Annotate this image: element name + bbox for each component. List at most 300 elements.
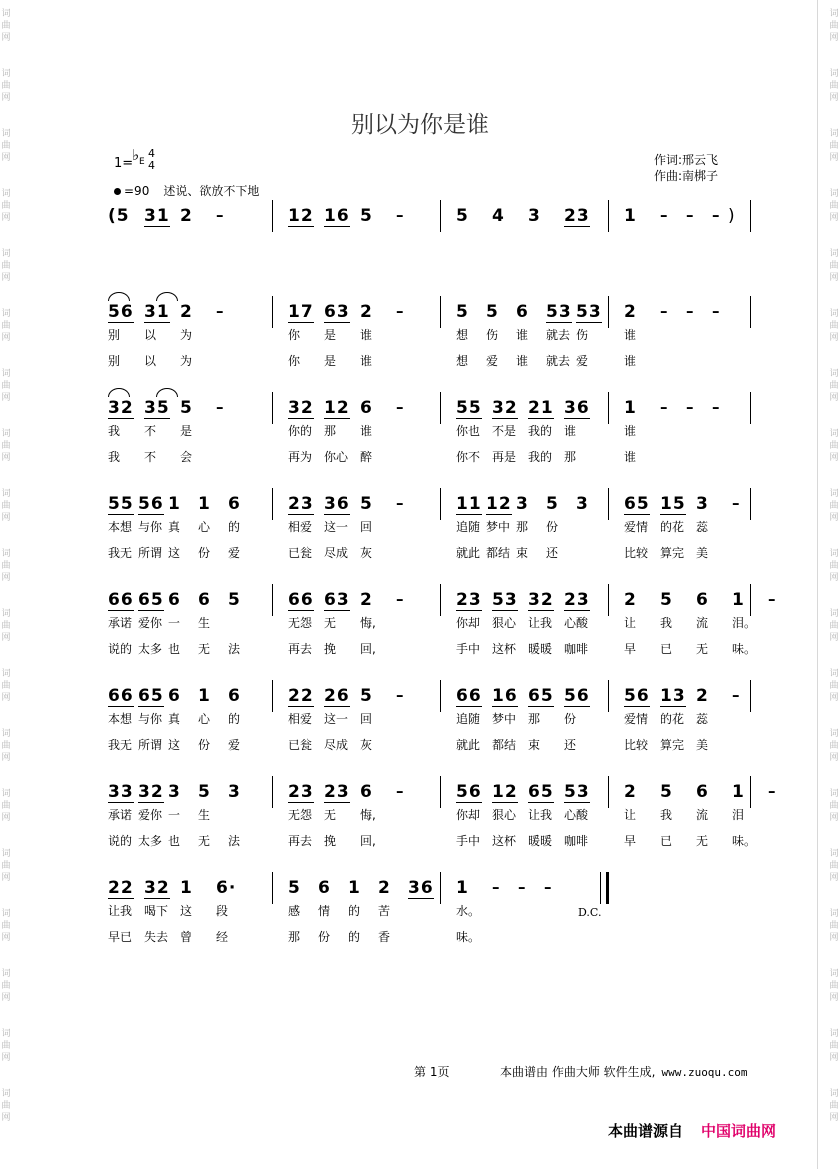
jianpu-note: 55 (456, 398, 482, 418)
watermark-glyph: 曲 (1, 681, 11, 691)
lyric-syllable: 你 (288, 354, 301, 368)
lyric-syllable: 这 (168, 546, 181, 560)
barline (272, 584, 273, 616)
jianpu-note: 36 (564, 398, 590, 418)
jianpu-note: 2 (360, 590, 373, 610)
lyric-syllable: 再是 (492, 450, 517, 464)
lyric-syllable: 不 (144, 424, 157, 438)
watermark-glyph: 词 (829, 729, 839, 739)
watermark-glyph: 网 (829, 333, 839, 343)
lyric-syllable: 相爱 (288, 520, 313, 534)
duration-dash: – (396, 206, 404, 224)
lyric-syllable: 份 (546, 520, 559, 534)
lyric-syllable: 水。 (456, 904, 481, 918)
lyric-syllable: 早已 (108, 930, 133, 944)
lyric-syllable: 的 (348, 930, 361, 944)
watermark-glyph: 词 (1, 9, 11, 19)
lyric-syllable: 束 (516, 546, 529, 560)
duration-dash: – (660, 206, 668, 224)
lyric-syllable: 那 (324, 424, 337, 438)
key-letter: E (139, 157, 145, 167)
watermark-glyph: 词 (1, 369, 11, 379)
lyric-syllable: 咖啡 (564, 642, 589, 656)
jianpu-note: 5 (198, 782, 211, 802)
barline (750, 392, 751, 424)
lyric-syllable: 让我 (528, 808, 553, 822)
lyric-syllable: 无怨 (288, 616, 313, 630)
lyric-syllable: 段 (216, 904, 229, 918)
watermark-glyph: 词 (1, 909, 11, 919)
lyric-syllable: 回 (360, 520, 373, 534)
lyric-syllable: 无 (324, 616, 337, 630)
watermark-glyph: 词 (829, 129, 839, 139)
jianpu-note: 32 (138, 782, 164, 802)
lyric-syllable: 已瓮 (288, 738, 313, 752)
duration-dash: – (396, 782, 404, 800)
generator-text: 本曲谱由 作曲大师 软件生成, (500, 1065, 656, 1079)
barline (750, 680, 751, 712)
watermark-glyph: 曲 (1, 741, 11, 751)
lyric-syllable: 就去 (546, 328, 571, 342)
lyric-syllable: 梦中 (486, 520, 511, 534)
watermark-glyph: 词 (829, 189, 839, 199)
watermark-glyph: 曲 (829, 21, 839, 31)
jianpu-note: 26 (324, 686, 350, 706)
jianpu-note: 66 (288, 590, 314, 610)
lyric-syllable: 就去 (546, 354, 571, 368)
lyric-syllable: 你不 (456, 450, 481, 464)
lyric-syllable: 尽成 (324, 546, 349, 560)
jianpu-note: 3 (516, 494, 529, 514)
jianpu-note: 23 (456, 590, 482, 610)
watermark-glyph: 曲 (829, 621, 839, 631)
watermark-glyph: 词 (1, 789, 11, 799)
lyric-syllable: 别 (108, 354, 121, 368)
duration-dash: – (396, 686, 404, 704)
score-system (0, 398, 840, 478)
lyric-syllable: 爱你 (138, 616, 163, 630)
slur-tie (156, 388, 178, 397)
watermark-glyph: 词 (829, 909, 839, 919)
lyric-syllable: 那 (528, 712, 541, 726)
lyric-syllable: 这杯 (492, 642, 517, 656)
lyric-syllable: 情 (318, 904, 331, 918)
jianpu-note: 53 (576, 302, 602, 322)
lyric-syllable: 一 (168, 616, 181, 630)
watermark-glyph: 网 (829, 633, 839, 643)
barline (440, 776, 441, 808)
watermark-glyph: 曲 (1, 141, 11, 151)
jianpu-note: 6 (360, 782, 373, 802)
watermark-glyph: 曲 (1, 81, 11, 91)
lyric-syllable: 别 (108, 328, 121, 342)
jianpu-note: 6 (696, 782, 709, 802)
watermark-glyph: 曲 (829, 141, 839, 151)
jianpu-note: 2 (180, 206, 193, 226)
watermark-glyph: 网 (1, 1113, 11, 1123)
composer: 作曲:南梆子 (654, 169, 719, 183)
lyric-syllable: 爱 (486, 354, 499, 368)
watermark-glyph: 词 (1, 309, 11, 319)
watermark-glyph: 网 (829, 153, 839, 163)
lyric-syllable: 与你 (138, 520, 163, 534)
watermark-glyph: 词 (829, 609, 839, 619)
barline (750, 584, 751, 616)
watermark-glyph: 网 (1, 273, 11, 283)
barline (272, 200, 273, 232)
lyric-syllable: 蕊 (696, 520, 709, 534)
lyric-syllable: 悔, (360, 808, 376, 822)
watermark-glyph: 网 (1, 453, 11, 463)
jianpu-note: 66 (108, 590, 134, 610)
barline (440, 296, 441, 328)
watermark-glyph: 词 (829, 849, 839, 859)
jianpu-note: 22 (288, 686, 314, 706)
jianpu-note: 5 (180, 398, 193, 418)
watermark-glyph: 曲 (829, 261, 839, 271)
lyric-syllable: 味。 (456, 930, 481, 944)
lyric-syllable: 那 (516, 520, 529, 534)
lyric-syllable: 你却 (456, 808, 481, 822)
watermark-glyph: 词 (829, 549, 839, 559)
lyric-syllable: 太多 (138, 642, 163, 656)
watermark-glyph: 词 (829, 369, 839, 379)
lyric-syllable: 追随 (456, 520, 481, 534)
lyric-syllable: 这 (168, 738, 181, 752)
lyric-syllable: 已瓮 (288, 546, 313, 560)
jianpu-note: 5 (456, 206, 469, 226)
lyric-syllable: 已 (660, 834, 673, 848)
jianpu-note: 31 (144, 302, 170, 322)
jianpu-note: 36 (408, 878, 434, 898)
barline (750, 488, 751, 520)
duration-dash: – (216, 398, 224, 416)
score-system (0, 686, 840, 766)
jianpu-note: 1 (732, 590, 745, 610)
watermark-glyph: 网 (829, 1113, 839, 1123)
duration-dash: – (660, 302, 668, 320)
barline (608, 200, 609, 232)
jianpu-note: 23 (324, 782, 350, 802)
watermark-glyph: 网 (829, 753, 839, 763)
jianpu-note: 1 (456, 878, 469, 898)
jianpu-note: 5 (288, 878, 301, 898)
watermark-glyph: 词 (1, 1089, 11, 1099)
barline (272, 488, 273, 520)
tempo-marking (114, 182, 259, 199)
jianpu-note: 32 (492, 398, 518, 418)
watermark-glyph: 词 (829, 9, 839, 19)
duration-dash: – (492, 878, 500, 896)
lyric-syllable: 都结 (492, 738, 517, 752)
jianpu-note: 5 (360, 686, 373, 706)
lyric-syllable: 我的 (528, 424, 553, 438)
jianpu-note: 65 (138, 590, 164, 610)
watermark-glyph: 网 (829, 213, 839, 223)
barline (608, 776, 609, 808)
duration-dash: – (396, 494, 404, 512)
lyric-syllable: 谁 (516, 354, 529, 368)
duration-dash: – (686, 398, 694, 416)
watermark-glyph: 词 (1, 549, 11, 559)
jianpu-note: 32 (108, 398, 134, 418)
jianpu-note: 6 (318, 878, 331, 898)
time-top: 4 (148, 147, 155, 160)
lyric-syllable: 也 (168, 834, 181, 848)
jianpu-note: 6 (168, 590, 181, 610)
watermark-glyph: 网 (1, 513, 11, 523)
watermark-glyph: 曲 (1, 201, 11, 211)
jianpu-note: 1 (198, 686, 211, 706)
time-signature (148, 148, 155, 172)
barline (440, 488, 441, 520)
lyric-syllable: 心 (198, 712, 211, 726)
jianpu-note: 53 (546, 302, 572, 322)
lyric-syllable: 说的 (108, 642, 133, 656)
jianpu-note: 1 (624, 398, 637, 418)
jianpu-note: 5 (360, 494, 373, 514)
lyric-syllable: 苦 (378, 904, 391, 918)
jianpu-note: 2 (624, 782, 637, 802)
jianpu-note: 32 (528, 590, 554, 610)
lyric-syllable: 我 (660, 808, 673, 822)
jianpu-note: 2 (378, 878, 391, 898)
barline (440, 392, 441, 424)
watermark-glyph: 词 (829, 429, 839, 439)
watermark-glyph: 网 (1, 393, 11, 403)
lyric-syllable: 份 (198, 738, 211, 752)
watermark-glyph: 曲 (829, 81, 839, 91)
lyric-syllable: 我 (108, 450, 121, 464)
duration-dash: – (712, 302, 720, 320)
watermark-glyph: 网 (1, 93, 11, 103)
jianpu-note: 56 (624, 686, 650, 706)
watermark-glyph: 词 (1, 129, 11, 139)
watermark-glyph: 曲 (1, 321, 11, 331)
lyric-syllable: 不 (144, 450, 157, 464)
jianpu-note: 6 (696, 590, 709, 610)
jianpu-note: 5 (228, 590, 241, 610)
watermark-glyph: 网 (1, 333, 11, 343)
duration-dash: – (518, 878, 526, 896)
lyric-syllable: 就此 (456, 546, 481, 560)
watermark-glyph: 曲 (1, 561, 11, 571)
lyric-syllable: 挽 (324, 834, 337, 848)
time-bottom: 4 (148, 159, 155, 172)
jianpu-note: 5 (486, 302, 499, 322)
jianpu-note: 56 (138, 494, 164, 514)
jianpu-note: 6· (216, 878, 237, 898)
lyric-syllable: 心 (198, 520, 211, 534)
lyric-syllable: 谁 (360, 424, 373, 438)
lyric-syllable: 灰 (360, 738, 373, 752)
jianpu-note: 1 (348, 878, 361, 898)
lyric-syllable: 我无 (108, 546, 133, 560)
slur-tie (108, 292, 130, 301)
watermark-glyph: 曲 (1, 21, 11, 31)
duration-dash: – (732, 494, 740, 512)
lyric-syllable: 狠心 (492, 808, 517, 822)
lyric-syllable: 泪 (732, 808, 745, 822)
watermark-glyph: 网 (829, 813, 839, 823)
lyric-syllable: 经 (216, 930, 229, 944)
lyric-syllable: 味。 (732, 834, 757, 848)
jianpu-note: 17 (288, 302, 314, 322)
lyric-syllable: 狠心 (492, 616, 517, 630)
jianpu-note: 12 (492, 782, 518, 802)
lyric-syllable: 美 (696, 546, 709, 560)
jianpu-note: 23 (288, 494, 314, 514)
lyric-syllable: 蕊 (696, 712, 709, 726)
jianpu-note: 66 (456, 686, 482, 706)
lyric-syllable: 比较 (624, 738, 649, 752)
closing-paren: ) (728, 206, 736, 226)
barline (440, 872, 441, 904)
lyric-syllable: 说的 (108, 834, 133, 848)
jianpu-note: 13 (660, 686, 686, 706)
watermark-glyph: 词 (829, 1089, 839, 1099)
watermark-glyph: 网 (829, 693, 839, 703)
lyric-syllable: 再为 (288, 450, 313, 464)
lyric-syllable: 承诺 (108, 616, 133, 630)
lyric-syllable: 谁 (516, 328, 529, 342)
lyric-syllable: 咖啡 (564, 834, 589, 848)
lyric-syllable: 让 (624, 616, 637, 630)
lyric-syllable: 想 (456, 328, 469, 342)
lyric-syllable: 追随 (456, 712, 481, 726)
watermark-glyph: 曲 (829, 501, 839, 511)
lyric-syllable: 曾 (180, 930, 193, 944)
watermark-glyph: 曲 (829, 801, 839, 811)
watermark-glyph: 词 (829, 669, 839, 679)
lyric-syllable: 我 (660, 616, 673, 630)
watermark-glyph: 网 (829, 93, 839, 103)
lyric-syllable: 暖暖 (528, 642, 553, 656)
jianpu-note: 1 (168, 494, 181, 514)
jianpu-note: 56 (108, 302, 134, 322)
jianpu-note: 65 (138, 686, 164, 706)
lyric-syllable: 的 (228, 712, 241, 726)
lyric-syllable: 的花 (660, 520, 685, 534)
lyric-syllable: 相爱 (288, 712, 313, 726)
jianpu-note: 31 (144, 206, 170, 226)
duration-dash: – (768, 590, 776, 608)
jianpu-note: 12 (288, 206, 314, 226)
duration-dash: – (686, 302, 694, 320)
barline (272, 872, 273, 904)
lyric-syllable: 回, (360, 642, 376, 656)
lyric-syllable: 法 (228, 642, 241, 656)
slur-tie (108, 388, 130, 397)
lyric-syllable: 所谓 (138, 546, 163, 560)
jianpu-note: 6 (516, 302, 529, 322)
lyric-syllable: 为 (180, 354, 193, 368)
watermark-glyph: 曲 (1, 801, 11, 811)
lyric-syllable: 都结 (486, 546, 511, 560)
watermark-glyph: 词 (829, 309, 839, 319)
lyric-syllable: 喝下 (144, 904, 169, 918)
jianpu-note: 36 (324, 494, 350, 514)
score-system (0, 302, 840, 382)
lyric-syllable: 所谓 (138, 738, 163, 752)
tempo-value: =90 (124, 184, 150, 198)
barline (608, 584, 609, 616)
barline (750, 296, 751, 328)
jianpu-note: 4 (492, 206, 505, 226)
duration-dash: – (396, 590, 404, 608)
watermark-glyph: 网 (829, 393, 839, 403)
watermark-glyph: 网 (829, 993, 839, 1003)
lyric-syllable: 梦中 (492, 712, 517, 726)
lyric-syllable: 暖暖 (528, 834, 553, 848)
lyric-syllable: 我 (108, 424, 121, 438)
lyric-syllable: 本想 (108, 520, 133, 534)
jianpu-note: 1 (624, 206, 637, 226)
duration-dash: – (712, 398, 720, 416)
jianpu-note: 56 (456, 782, 482, 802)
watermark-glyph: 网 (1, 993, 11, 1003)
watermark-glyph: 曲 (829, 921, 839, 931)
jianpu-note: 5 (660, 590, 673, 610)
duration-dash: – (732, 686, 740, 704)
lyric-syllable: 灰 (360, 546, 373, 560)
lyric-syllable: 那 (288, 930, 301, 944)
barline (440, 584, 441, 616)
lyric-syllable: 爱你 (138, 808, 163, 822)
lyric-syllable: 谁 (360, 328, 373, 342)
duration-dash: – (544, 878, 552, 896)
source-brand: 中国词曲网 (701, 1122, 777, 1140)
lyric-syllable: 束 (528, 738, 541, 752)
jianpu-note: 56 (564, 686, 590, 706)
lyric-syllable: 心酸 (564, 616, 589, 630)
watermark-glyph: 曲 (1, 261, 11, 271)
watermark-glyph: 网 (829, 513, 839, 523)
lyric-syllable: 伤 (576, 328, 589, 342)
lyric-syllable: 还 (564, 738, 577, 752)
watermark-glyph: 曲 (829, 561, 839, 571)
lyric-syllable: 你 (288, 328, 301, 342)
jianpu-note: 1 (198, 494, 211, 514)
lyric-syllable: 承诺 (108, 808, 133, 822)
duration-dash: – (396, 302, 404, 320)
lyric-syllable: 已 (660, 642, 673, 656)
barline (750, 200, 751, 232)
watermark-glyph: 网 (1, 633, 11, 643)
lyric-syllable: 让我 (528, 616, 553, 630)
lyric-syllable: 手中 (456, 834, 481, 848)
lyric-syllable: 本想 (108, 712, 133, 726)
barline (608, 488, 609, 520)
lyric-syllable: 是 (180, 424, 193, 438)
watermark-glyph: 词 (829, 249, 839, 259)
barline (272, 392, 273, 424)
jianpu-note: 63 (324, 590, 350, 610)
watermark-glyph: 词 (1, 189, 11, 199)
watermark-glyph: 网 (1, 933, 11, 943)
lyric-syllable: 的 (228, 520, 241, 534)
song-title: 别以为你是谁 (351, 112, 489, 138)
jianpu-note: 5 (546, 494, 559, 514)
barline (272, 776, 273, 808)
lyric-syllable: 这杯 (492, 834, 517, 848)
lyric-syllable: 醉 (360, 450, 373, 464)
source-credit (608, 1120, 776, 1141)
watermark-glyph: 词 (829, 69, 839, 79)
barline (750, 776, 751, 808)
watermark-glyph: 曲 (1, 381, 11, 391)
lyric-syllable: 就此 (456, 738, 481, 752)
